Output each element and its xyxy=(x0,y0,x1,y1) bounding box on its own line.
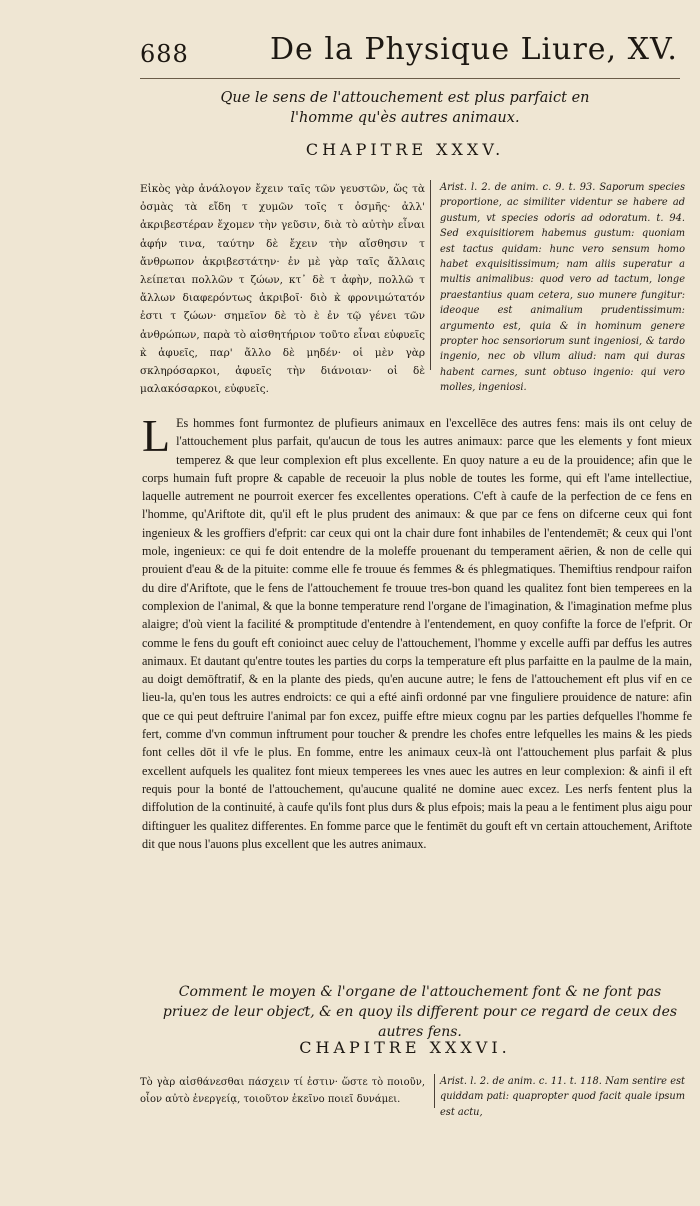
column-divider xyxy=(430,180,431,370)
header-rule xyxy=(140,78,680,79)
chapter-35-body-text: Es hommes font furmontez de plufieurs animaux en l'excellēce des autres fens: mais ils ont celuy de l'attouchement plus parfait, qu'aucun de tous les autres animaux: parce que les elements y font mieux temperez & que leur complexion eft plus excellente. En quoy nature a eu de la prouidence; afin que le corps humain fuft propre & capable de receuoir la plus noble de toutes les forme, qui eft l'ame intellectiue, laquelle autrement ne pourroit exercer fes excellentes operations. C'eft à caufe de la perfection de ce fens en l'homme, qu'Ariftote dit, qu'il eft le plus prudent des animaux: & que par ce fens on difcerne ceux qui font ingenieux & les groffiers d'efprit: car ceux qui ont la chair dure font inhabiles de l'entendemēt; & ceux qui l'ont mole, ingenieux: ce qui fe doit entendre de la moleffe prouenant du temperament aërien, & non de celle qui prouient d'eau & de la pituite: comme elle fe trouue és femmes & és phlegmatiques. Themiftius rendpour raifon du dire d'Ariftote, que le fens de l'attouchement fe trouue tres-bon quand les qualitez font bien temperees en la complexion de l'animal, & que la bonne temperature rend l'organe de l'imagination, & l'imagination mefme plus alaigre; d'où vient la facilité & promptitude d'entendre à l'entendement, en quoy confifte la force de l'efprit. Or comme le fens du gouft eft conioinct auec celuy de l'attouchement, l'homme y excelle auffi par deffus les autres animaux. Et dautant qu'entre toutes les parties du corps la temperature eft plus parfaitte en la paulme de la main, au doigt demōftratif, & en la plante des pieds, qu'en aucune autre; le fens de l'attouchement eft plus vif en ce lieu-la, qu'en tous les autres endroicts: ce qui a efté ainfi ordonné par vne finguliere prouidence de nature: afin que ce qui peut deftruire l'animal par fon excez, puiffe eftre mieux cognu par les parties defquelles l'homme fe fert, comme d'vn commun inftrument pour toucher & prendre les chofes entre lefquelles les mains & les pieds font celles dōt il vfe le plus. En fomme, entre les animaux ceux-là ont l'attouchement plus parfait & plus excellent aufquels les qualitez font mieux temperees les vnes auec les autres en leur complexion: & ainfi il eft requis pour la bonté de l'attouchement, qu'aucune qualité ne domine auec excez. Les nerfs fentent plus la diffolution de la continuité, à caufe qu'ils font plus durs & plus efpois; mais la peau a le fentiment plus aigu pour diftinguer les qualitez differentes. En fomme parce que le fentimēt du gouft eft vn certain attouchement, Ariftote dit que nous l'auons plus excellent que les autres animaux. xyxy=(142,416,692,851)
running-title: De la Physique Liure, XV. xyxy=(270,32,678,67)
chapter-35-latin-quote: Arist. l. 2. de anim. c. 9. t. 93. Saporum species proportione, ac similiter videntur se habere ad gustum, vt species odoris ad odoratum. t. 94. Sed exquisitiorem habemus gustum: quoniam est tactus quidam: hunc vero sensum homo habet exquisitissimum; nam aliis superatur a multis animalibus: quod vero ad tactum, longe praestantius quam cetera, suo munere fungitur: ideoque est animalium prudentissimum: argumento est, quia & in hominum genere propter hoc sensoriorum sunt ingeniosi, & tardo ingenio, nec ob vllum aliud: nam qui duras habent carnes, sunt obtuso ingenio: qui vero molles, ingeniosi. xyxy=(440,182,685,394)
chapter-36-latin-quote: Arist. l. 2. de anim. c. 11. t. 118. Nam sentire est quiddam pati: quapropter quod facit quale ipsum est actu, xyxy=(440,1076,685,1118)
chapter-35-body xyxy=(142,410,692,853)
page-header xyxy=(140,28,680,80)
chapter-35-heading: Que le sens de l'attouchement est plus parfaict en l'homme qu'ès autres animaux. xyxy=(220,90,590,126)
chapter-35-greek-quote: Εἰκὸς γὰρ ἀνάλογον ἔχειν ταῖς τῶν γευστῶν, ὥς τὰ ὀσμὰς τὰ εἴδη τ χυμῶν τοῖς τ ὀσμῆς· ἀλλ' ἀκριβεστέραν ἔχομεν τὴν γεῦσιν, διὰ τὸ αὐτὴν εἶναι ἁφήν τινα, ταύτην δὲ ἔχειν τὴν αἴσθησιν τ ἄνθρωπον ἀκριβεστάτην· ἐν μὲ γὰρ ταῖς ἄλλαις λείπεται πολλῶν τ ζώων, κτ᾽ δὲ τ ἀφὴν, πολλῶ τ ἄλλων διαφερόντως ἀκριβοῖ· διὸ κ̀ φρονιμώτατόν ἐστι τ ζώων· σημεῖον δὲ τὸ ὲ ἐν τῷ γένει τῶν ἀνθρώπων, παρὰ τὸ αἰσθητήριον τοῦτο εἶναι εὐφυεῖς κ̀ ἀφυεῖς, παρ' ἄλλο δὲ μηδέν· οἱ μὲν γὰρ σκληρόσαρκοι, ἀφυεῖς τὴν διάνοιαν· οἱ δὲ μαλακόσαρκοι, εὐφυεῖς. xyxy=(140,183,425,396)
chapter-36-heading: Comment le moyen & l'organe de l'attouchement font & ne font pas priuez de leur objeƈt, & en quoy ils different pour ce regard de ceux des autres fens. xyxy=(162,984,678,1040)
drop-cap-letter: L xyxy=(142,410,171,461)
page-number: 688 xyxy=(140,40,189,68)
chapter-36-label: CHAPITRE XXXVI. xyxy=(299,1038,511,1057)
chapter-36-greek-quote: Τὸ γὰρ αἰσθάνεσθαι πάσχειν τί ἐστιν· ὥστε τὸ ποιοῦν, οἷον αὐτὸ ἐνεργείᾳ, τοιοῦτον ἐκεῖνο ποιεῖ δυνάμει. xyxy=(140,1077,425,1105)
column-divider-2 xyxy=(434,1074,435,1108)
chapter-35-label: CHAPITRE XXXV. xyxy=(305,140,505,159)
